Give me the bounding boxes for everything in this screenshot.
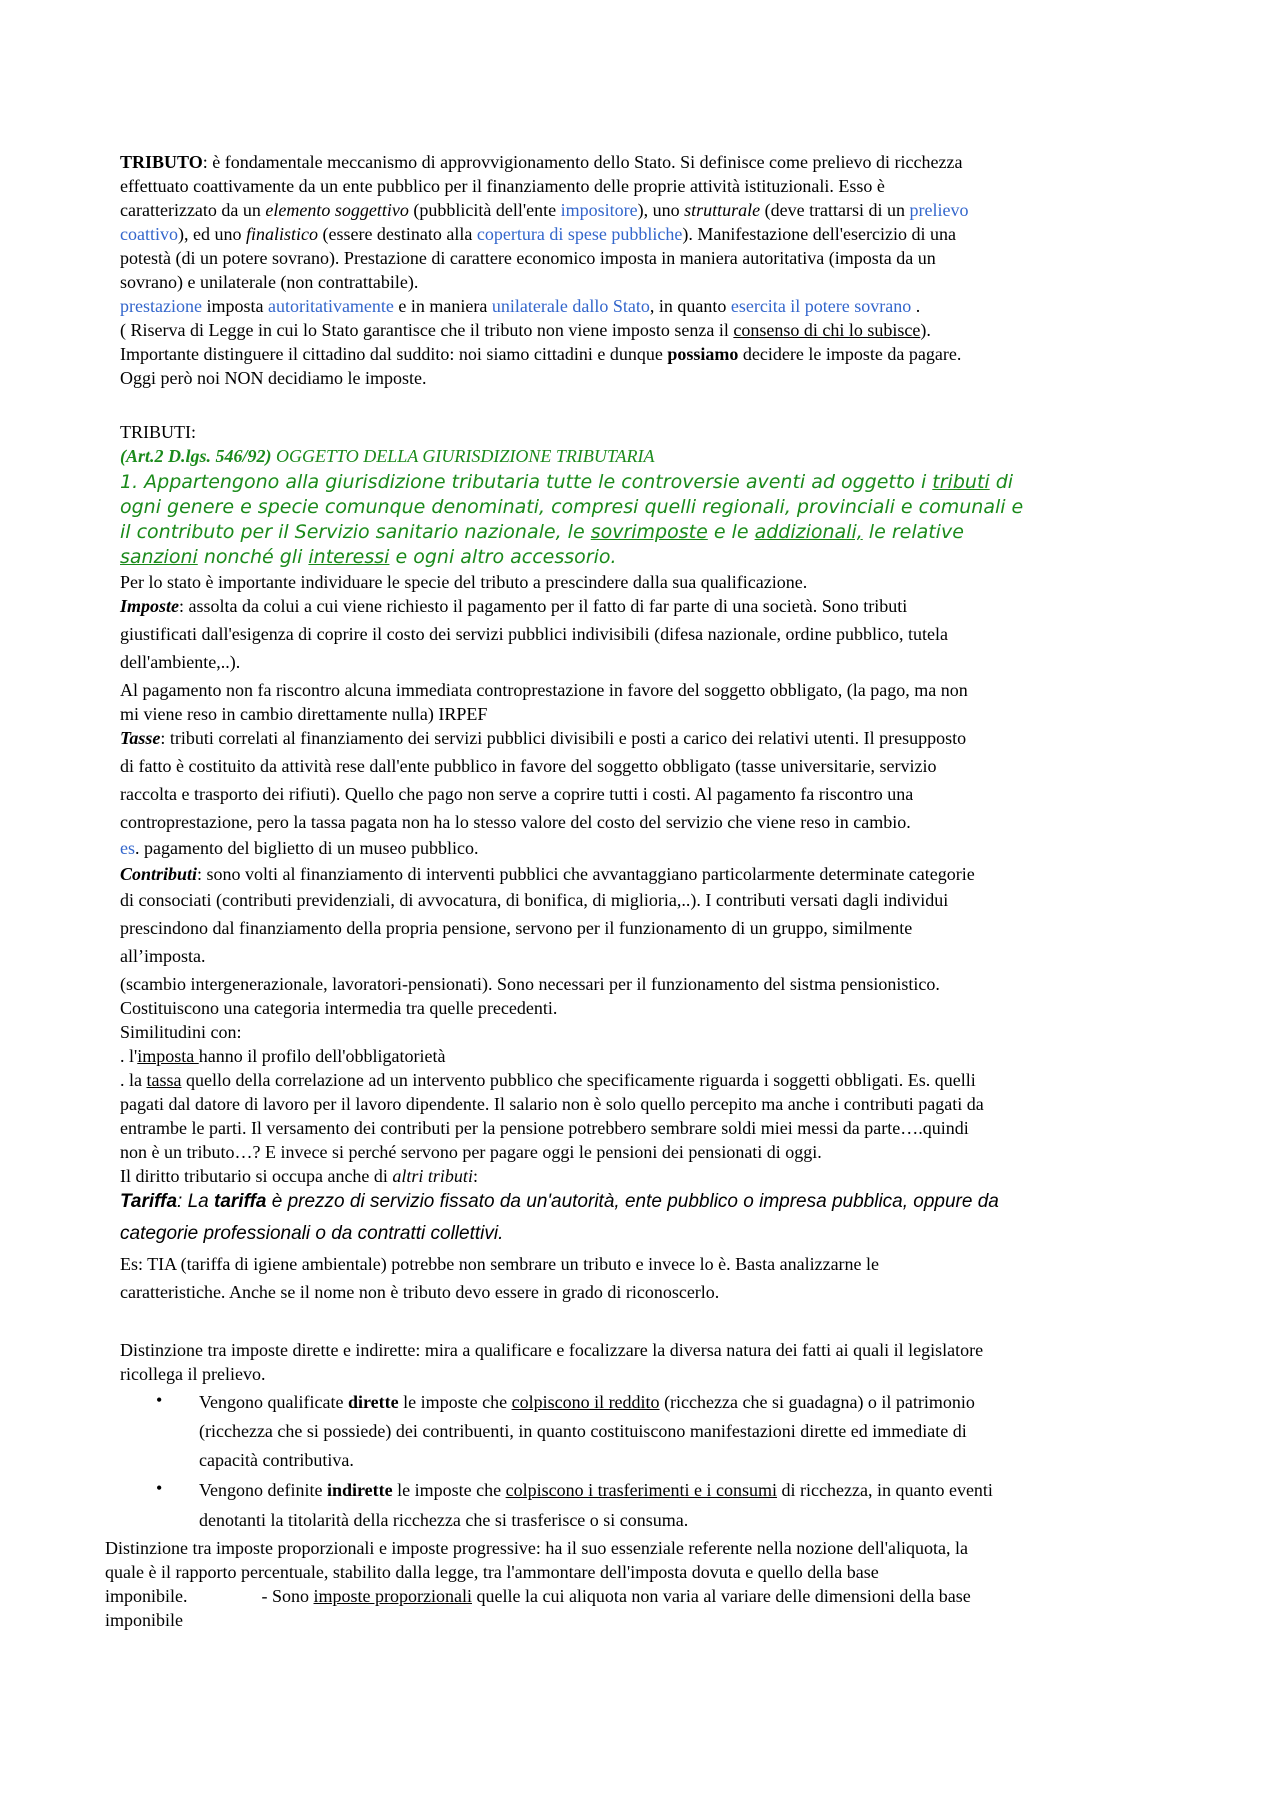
dirette-line-2: ricollega il prelievo. <box>120 1364 266 1384</box>
tributo-line-1: TRIBUTO: è fondamentale meccanismo di approvvigionamento dello Stato. Si definisce come prelievo di ricchezza <box>120 152 963 172</box>
contributi-line-11: entrambe le parti. Il versamento dei contributi per la pensione potrebbero sembrare soldi miei messi da parte….quindi <box>120 1118 969 1138</box>
contributi-line-9: . la tassa quello della correlazione ad un intervento pubblico che specificamente riguarda i soggetti obbligati. Es. quelli <box>120 1070 976 1090</box>
bullet-marker-1: • <box>156 1390 163 1410</box>
tariffa-line-2: categorie professionali o da contratti collettivi. <box>120 1223 504 1244</box>
tributo-line-9: Importante distinguere il cittadino dal suddito: noi siamo cittadini e dunque possiamo decidere le imposte da pagare. <box>120 344 962 364</box>
tributo-line-10: Oggi però noi NON decidiamo le imposte. <box>120 368 427 388</box>
article-text-line-1: 1. Appartengono alla giurisdizione tributaria tutte le controversie aventi ad oggetto i tributi di <box>120 471 1014 493</box>
contributi-line-2: di consociati (contributi previdenziali, di avvocatura, di bonifica, di miglioria,..). I contributi versati dagli individui <box>120 890 949 910</box>
tasse-line-1: Tasse: tributi correlati al finanziamento dei servizi pubblici divisibili e posti a carico dei relativi utenti. Il presupposto <box>120 728 967 748</box>
tributo-line-4: coattivo), ed uno finalistico (essere destinato alla copertura di spese pubbliche). Manifestazione dell'esercizio di una <box>120 224 956 244</box>
tributo-line-8: ( Riserva di Legge in cui lo Stato garantisce che il tributo non viene imposto senza il consenso di chi lo subisce). <box>120 320 931 340</box>
tasse-line-5: es. pagamento del biglietto di un museo pubblico. <box>120 838 479 858</box>
proporzionali-line-4: imponibile <box>105 1610 183 1630</box>
contributi-line-13: Il diritto tributario si occupa anche di altri tributi: <box>120 1166 478 1186</box>
tributi-heading: TRIBUTI: <box>120 422 196 442</box>
tributo-line-6: sovrano) e unilaterale (non contrattabile). <box>120 272 419 292</box>
bullet-dirette-line-1: Vengono qualificate dirette le imposte che colpiscono il reddito (ricchezza che si guadagna) o il patrimonio <box>199 1392 975 1412</box>
article-text-line-4: sanzioni nonché gli interessi e ogni altro accessorio. <box>120 546 617 568</box>
contributi-term: Contributi <box>120 864 198 884</box>
tasse-line-3: raccolta e trasporto dei rifiuti). Quello che pago non serve a coprire tutti i costi. Al pagamento fa riscontro una <box>120 784 914 804</box>
tributi-paragraph: Per lo stato è importante individuare le specie del tributo a prescindere dalla sua qualificazione. <box>120 572 808 592</box>
imposte-line-2: giustificati dall'esigenza di coprire il costo dei servizi pubblici indivisibili (difesa nazionale, ordine pubblico, tutela <box>120 624 949 644</box>
tributo-line-2: effettuato coattivamente da un ente pubblico per il finanziamento delle proprie attività istituzionali. Esso è <box>120 176 885 196</box>
contributi-line-1: Contributi: sono volti al finanziamento di interventi pubblici che avvantaggiano particolarmente determinate categorie <box>120 864 975 884</box>
bullet-indirette-line-1: Vengono definite indirette le imposte che colpiscono i trasferimenti e i consumi di ricchezza, in quanto eventi <box>199 1480 993 1500</box>
tariffa-line-3: Es: TIA (tariffa di igiene ambientale) potrebbe non sembrare un tributo e invece lo è. Basta analizzarne le <box>120 1254 880 1274</box>
tributo-line-3: caratterizzato da un elemento soggettivo (pubblicità dell'ente impositore), uno strutturale (deve trattarsi di un prelievo <box>120 200 969 220</box>
tributo-line-7: prestazione imposta autoritativamente e in maniera unilaterale dallo Stato, in quanto esercita il potere sovrano . <box>120 296 921 316</box>
contributi-line-6: Costituiscono una categoria intermedia tra quelle precedenti. <box>120 998 558 1018</box>
bullet-dirette-line-2: (ricchezza che si possiede) dei contribuenti, in quanto costituiscono manifestazioni dirette ed immediate di <box>199 1421 967 1441</box>
imposte-line-5: mi viene reso in cambio direttamente nulla) IRPEF <box>120 704 488 724</box>
proporzionali-line-1: Distinzione tra imposte proporzionali e imposte progressive: ha il suo essenziale referente nella nozione dell'aliquota, la <box>105 1538 968 1558</box>
contributi-line-3: prescindono dal finanziamento della propria pensione, servono per il funzionamento di un gruppo, similmente <box>120 918 913 938</box>
contributi-line-12: non è un tributo…? E invece si perché servono per pagare oggi le pensioni dei pensionati di oggi. <box>120 1142 822 1162</box>
tasse-term: Tasse <box>120 728 161 748</box>
proporzionali-line-2: quale è il rapporto percentuale, stabilito dalla legge, tra l'ammontare dell'imposta dovuta e quello della base <box>105 1562 879 1582</box>
bullet-marker-2: • <box>156 1478 163 1498</box>
contributi-line-7: Similitudini con: <box>120 1022 242 1042</box>
contributi-line-10: pagati dal datore di lavoro per il lavoro dipendente. Il salario non è solo quello percepito ma anche i contributi pagati da <box>120 1094 984 1114</box>
tasse-line-4: controprestazione, pero la tassa pagata non ha lo stesso valore del costo del servizio che viene reso in cambio. <box>120 812 911 832</box>
dirette-line-1: Distinzione tra imposte dirette e indirette: mira a qualificare e focalizzare la diversa natura dei fatti ai quali il legislatore <box>120 1340 984 1360</box>
tariffa-term: Tariffa <box>120 1191 178 1212</box>
article-text-line-2: ogni genere e specie comunque denominati, compresi quelli regionali, provinciali e comunali e <box>120 496 1024 518</box>
contributi-line-5: (scambio intergenerazionale, lavoratori-pensionati). Sono necessari per il funzionamento del sistma pensionistico. <box>120 974 940 994</box>
imposte-line-4: Al pagamento non fa riscontro alcuna immediata controprestazione in favore del soggetto obbligato, (la pago, ma non <box>120 680 968 700</box>
contributi-line-8: . l'imposta hanno il profilo dell'obbligatorietà <box>120 1046 446 1066</box>
article-text-line-3: il contributo per il Servizio sanitario nazionale, le sovrimposte e le addizionali, le relative <box>120 521 964 543</box>
tariffa-line-1: Tariffa: La tariffa è prezzo di servizio fissato da un'autorità, ente pubblico o impresa pubblica, oppure da <box>120 1191 999 1212</box>
tasse-line-2: di fatto è costituito da attività rese dall'ente pubblico in favore del soggetto obbligato (tasse universitarie, servizio <box>120 756 937 776</box>
imposte-line-3: dell'ambiente,..). <box>120 652 241 672</box>
tributo-line-5: potestà (di un potere sovrano). Prestazione di carattere economico imposta in maniera autoritativa (imposta da un <box>120 248 936 268</box>
bullet-indirette-line-2: denotanti la titolarità della ricchezza che si trasferisce o si consuma. <box>199 1510 689 1530</box>
article-reference: (Art.2 D.lgs. 546/92) OGGETTO DELLA GIURISDIZIONE TRIBUTARIA <box>120 446 655 466</box>
tariffa-line-4: caratteristiche. Anche se il nome non è tributo devo essere in grado di riconoscerlo. <box>120 1282 720 1302</box>
imposte-term: Imposte <box>120 596 180 616</box>
proporzionali-line-3: imponibile. - Sono imposte proporzionali quelle la cui aliquota non varia al variare delle dimensioni della base <box>105 1586 971 1606</box>
contributi-line-4: all’imposta. <box>120 946 206 966</box>
imposte-line-1: Imposte: assolta da colui a cui viene richiesto il pagamento per il fatto di far parte di una società. Sono tributi <box>120 596 908 616</box>
bullet-dirette-line-3: capacità contributiva. <box>199 1450 354 1470</box>
tributo-term: TRIBUTO <box>120 152 203 172</box>
